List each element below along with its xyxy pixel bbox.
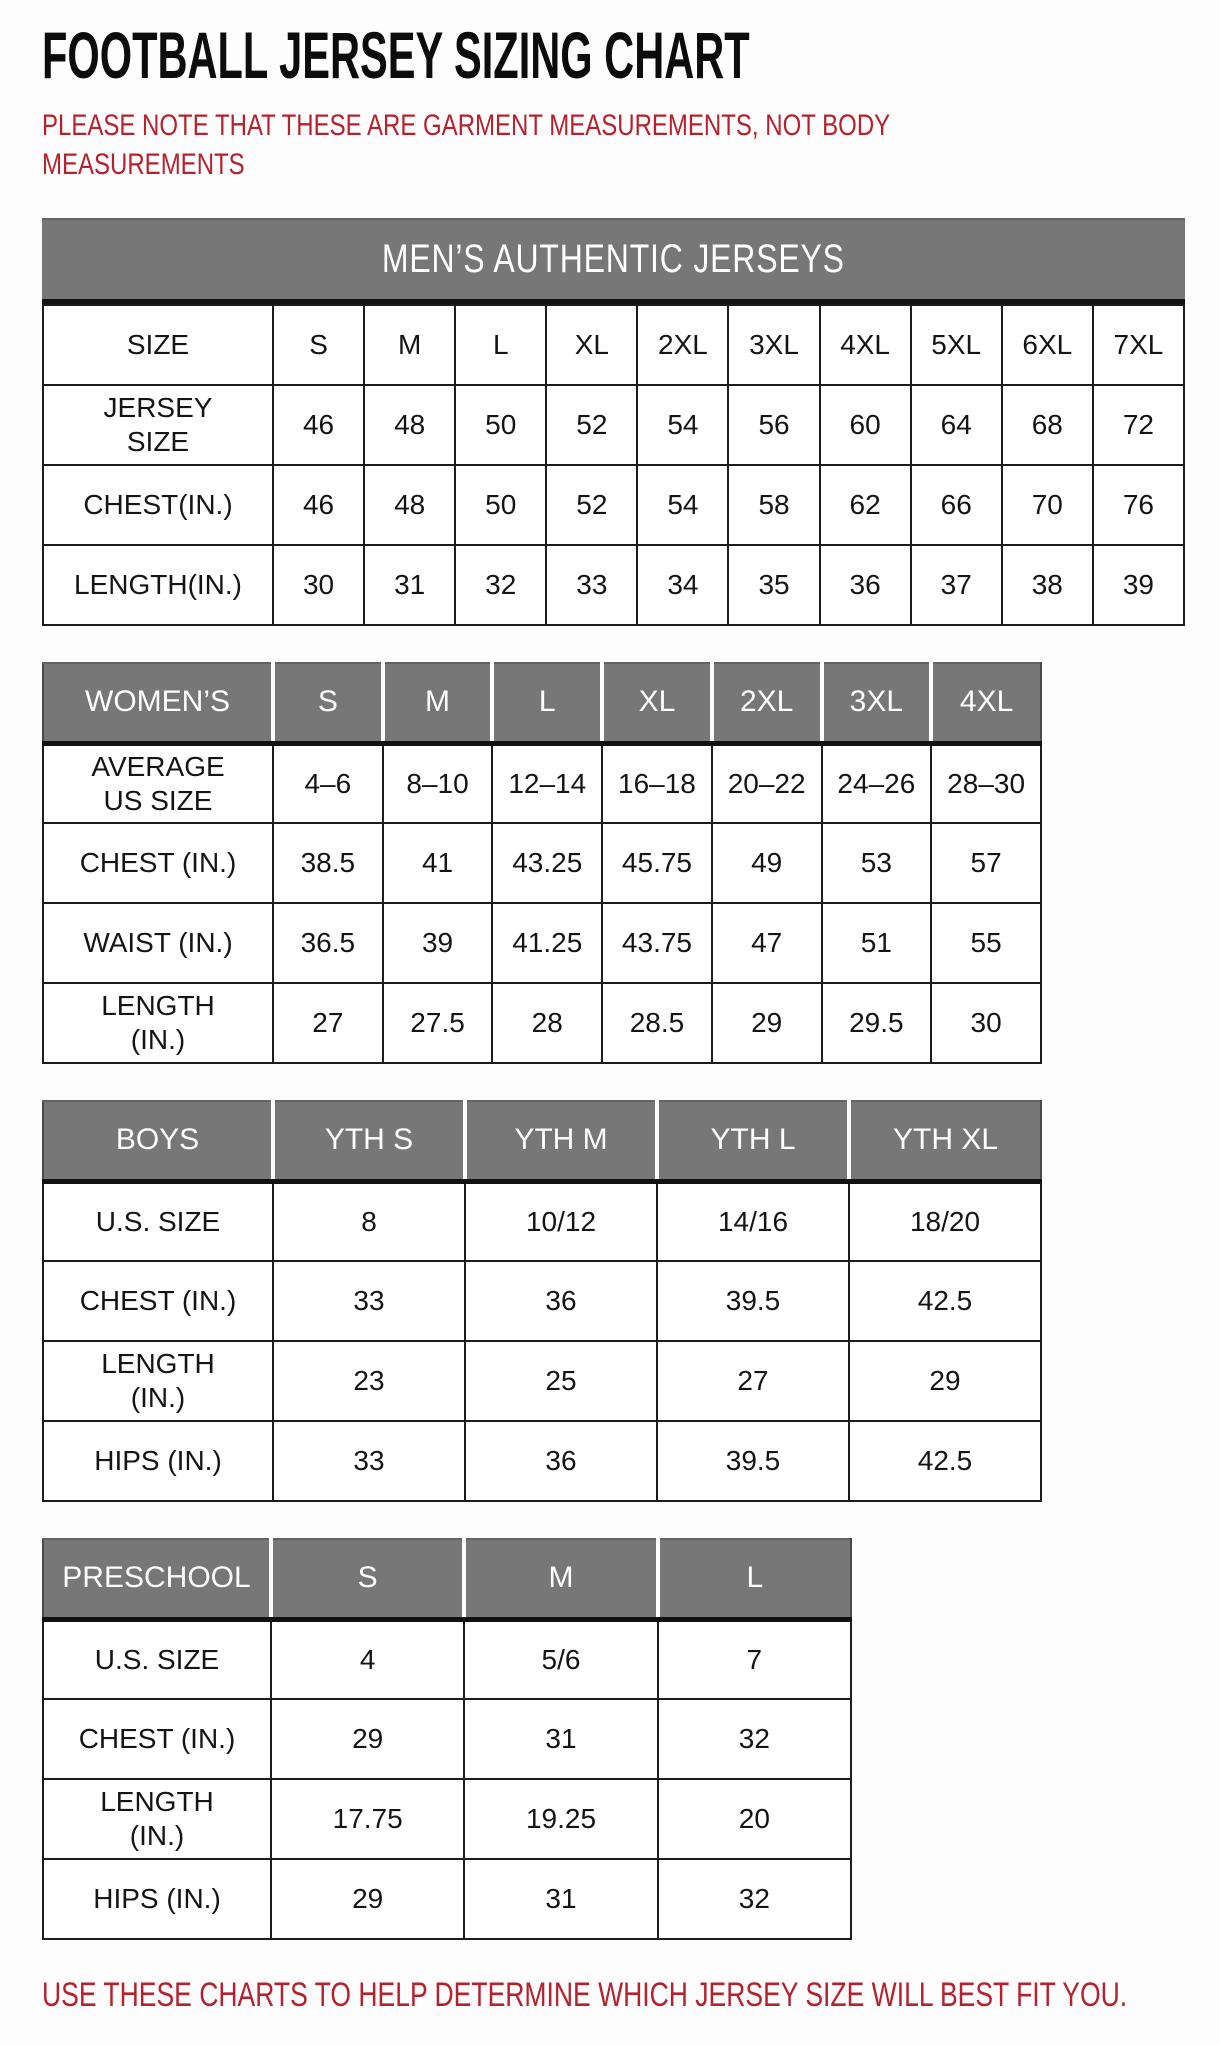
womens-size-cell <box>273 903 383 983</box>
mens-column-header-text: 7XL <box>1113 328 1164 360</box>
boys-column-header-text: YTH XL <box>892 1123 999 1157</box>
boys-size-cell-text: 36 <box>545 1444 577 1476</box>
womens-column-header <box>822 663 932 743</box>
mens-size-cell <box>911 385 1002 465</box>
preschool-row-label <box>43 1779 271 1859</box>
mens-size-cell <box>820 545 911 625</box>
boys-size-cell <box>465 1341 657 1421</box>
womens-size-cell <box>822 983 932 1063</box>
mens-size-cell-text: 50 <box>485 408 517 440</box>
womens-size-cell <box>273 983 383 1063</box>
womens-size-cell-text: 45.75 <box>621 846 692 878</box>
womens-table-row <box>43 823 1041 903</box>
mens-size-cell <box>546 385 637 465</box>
womens-size-cell-text: 4–6 <box>304 767 352 799</box>
womens-size-cell <box>602 903 712 983</box>
mens-size-cell <box>273 465 364 545</box>
mens-size-cell <box>637 385 728 465</box>
mens-row-label-text: JERSEY SIZE <box>103 391 213 457</box>
preschool-header-label <box>43 1539 271 1619</box>
womens-column-header <box>273 663 383 743</box>
boys-column-header <box>849 1101 1041 1181</box>
boys-size-cell <box>657 1181 849 1261</box>
womens-size-cell <box>492 983 602 1063</box>
preschool-row-label <box>43 1619 271 1699</box>
boys-size-cell-text: 8 <box>361 1205 377 1237</box>
mens-column-header <box>273 305 364 385</box>
boys-row-label <box>43 1181 273 1261</box>
mens-size-cell-text: 72 <box>1122 408 1154 440</box>
womens-size-cell <box>712 743 822 823</box>
womens-size-cell-text: 27.5 <box>410 1006 465 1038</box>
womens-size-cell <box>383 903 493 983</box>
boys-header-label-text: BOYS <box>115 1123 200 1157</box>
mens-size-cell-text: 30 <box>302 568 335 600</box>
womens-column-header <box>931 663 1041 743</box>
mens-column-header-text: L <box>492 328 509 360</box>
womens-size-cell <box>383 983 493 1063</box>
boys-column-header <box>273 1101 465 1181</box>
womens-row-label <box>43 823 273 903</box>
preschool-size-cell <box>271 1619 464 1699</box>
womens-size-cell <box>602 823 712 903</box>
mens-table-row <box>43 545 1184 625</box>
mens-column-header <box>1093 305 1184 385</box>
mens-size-cell <box>637 545 728 625</box>
mens-size-cell <box>1093 465 1184 545</box>
womens-column-header <box>383 663 493 743</box>
mens-size-cell-text: 31 <box>394 568 426 600</box>
preschool-size-cell <box>464 1699 657 1779</box>
womens-row-label-text: AVERAGE US SIZE <box>91 750 225 816</box>
preschool-size-cell <box>658 1699 851 1779</box>
mens-row-label <box>43 465 273 545</box>
preschool-size-cell-text: 32 <box>738 1722 770 1754</box>
mens-size-cell <box>364 545 455 625</box>
womens-size-cell <box>931 983 1041 1063</box>
womens-size-cell <box>492 743 602 823</box>
mens-column-header <box>911 305 1002 385</box>
mens-size-cell-text: 48 <box>394 408 426 440</box>
mens-column-header-text: 5XL <box>931 328 982 360</box>
womens-table-section <box>42 662 1220 1064</box>
womens-size-cell <box>273 743 383 823</box>
boys-size-cell-text: 42.5 <box>917 1284 973 1316</box>
womens-size-cell-text: 41 <box>421 846 454 878</box>
womens-row-label-text: LENGTH (IN.) <box>101 989 215 1055</box>
womens-size-cell-text: 28 <box>531 1006 563 1038</box>
preschool-column-header <box>658 1539 851 1619</box>
mens-column-header-text: 4XL <box>840 328 891 360</box>
mens-size-cell-text: 60 <box>849 408 881 440</box>
mens-size-cell-text: 54 <box>667 408 699 440</box>
mens-size-cell-text: 32 <box>485 568 517 600</box>
womens-column-header-text: S <box>317 685 338 719</box>
mens-size-cell-text: 50 <box>485 488 517 520</box>
preschool-size-cell <box>658 1859 851 1939</box>
boys-table-row <box>43 1181 1041 1261</box>
mens-table-section <box>42 218 1220 626</box>
mens-column-header <box>364 305 455 385</box>
womens-header-label-text: WOMEN’S <box>85 685 230 719</box>
mens-size-cell <box>455 465 546 545</box>
mens-size-cell-text: 68 <box>1031 408 1063 440</box>
mens-column-header-text: M <box>397 328 422 360</box>
footer-note: USE THESE CHARTS TO HELP DETERMINE WHICH JERSEY SIZE WILL BEST FIT YOU. <box>42 1976 1128 2014</box>
page-title <box>42 18 1220 92</box>
mens-size-cell-text: 34 <box>667 568 699 600</box>
mens-size-cell-text: 46 <box>302 408 335 440</box>
mens-row-label-text: LENGTH(IN.) <box>74 568 242 600</box>
mens-size-cell <box>820 385 911 465</box>
mens-column-header <box>546 305 637 385</box>
preschool-size-cell <box>271 1699 464 1779</box>
boys-size-cell-text: 39.5 <box>725 1284 781 1316</box>
boys-column-header-text: YTH M <box>514 1123 608 1157</box>
boys-row-label <box>43 1261 273 1341</box>
womens-size-cell-text: 20–22 <box>727 767 806 799</box>
mens-size-cell-text: 58 <box>758 488 790 520</box>
tables-container <box>42 218 1220 1940</box>
preschool-table-row <box>43 1699 851 1779</box>
mens-size-cell <box>273 545 364 625</box>
womens-size-cell <box>383 743 493 823</box>
preschool-size-cell-text: 29 <box>352 1722 384 1754</box>
preschool-size-cell <box>464 1859 657 1939</box>
boys-header-row <box>43 1101 1041 1181</box>
mens-column-header <box>728 305 819 385</box>
preschool-column-header <box>464 1539 657 1619</box>
womens-size-cell <box>712 903 822 983</box>
boys-table-row <box>43 1261 1041 1341</box>
mens-size-cell-text: 76 <box>1122 488 1154 520</box>
womens-size-cell-text: 39 <box>421 926 454 958</box>
preschool-size-cell <box>464 1779 657 1859</box>
preschool-size-cell <box>464 1619 657 1699</box>
boys-size-cell <box>657 1261 849 1341</box>
boys-table-row <box>43 1421 1041 1501</box>
mens-column-header <box>637 305 728 385</box>
womens-size-cell-text: 29 <box>751 1006 783 1038</box>
womens-size-cell-text: 53 <box>860 846 892 878</box>
womens-row-label-text: CHEST (IN.) <box>79 846 237 878</box>
mens-size-cell <box>728 385 819 465</box>
mens-column-header-text: S <box>309 328 328 360</box>
mens-column-header-text: 2XL <box>658 328 708 360</box>
womens-size-cell <box>931 823 1041 903</box>
preschool-size-cell-text: 31 <box>545 1722 577 1754</box>
mens-size-cell-text: 56 <box>758 408 790 440</box>
womens-size-cell-text: 24–26 <box>837 767 916 799</box>
mens-size-cell <box>546 465 637 545</box>
womens-row-label-text: WAIST (IN.) <box>83 926 233 958</box>
womens-column-header-text: XL <box>638 685 676 719</box>
boys-size-cell-text: 36 <box>545 1284 577 1316</box>
mens-size-cell-text: 35 <box>758 568 790 600</box>
womens-size-cell-text: 27 <box>312 1006 344 1038</box>
mens-size-cell <box>728 465 819 545</box>
mens-banner-title: MEN’S AUTHENTIC JERSEYS <box>382 237 845 281</box>
boys-row-label <box>43 1421 273 1501</box>
womens-size-cell-text: 38.5 <box>300 846 356 878</box>
mens-column-header-text: XL <box>574 328 609 360</box>
womens-column-header-text: 3XL <box>849 685 904 719</box>
boys-size-cell <box>849 1421 1041 1501</box>
preschool-size-cell-text: 17.75 <box>332 1802 403 1834</box>
womens-size-cell <box>492 823 602 903</box>
womens-row-label <box>43 903 273 983</box>
womens-table-row <box>43 743 1041 823</box>
womens-size-cell <box>712 983 822 1063</box>
womens-size-cell-text: 30 <box>970 1006 1002 1038</box>
preschool-size-cell <box>271 1779 464 1859</box>
mens-row-label <box>43 385 273 465</box>
preschool-header-label-text: PRESCHOOL <box>62 1561 251 1595</box>
boys-table-row <box>43 1341 1041 1421</box>
boys-size-cell-text: 23 <box>353 1364 385 1396</box>
womens-size-cell-text: 43.75 <box>621 926 692 958</box>
preschool-size-cell-text: 29 <box>352 1882 384 1914</box>
mens-column-header-text: 3XL <box>749 328 799 360</box>
womens-size-cell-text: 8–10 <box>406 767 469 799</box>
preschool-table-row <box>43 1859 851 1939</box>
mens-table-row <box>43 385 1184 465</box>
womens-size-cell-text: 47 <box>751 926 783 958</box>
mens-size-cell-text: 46 <box>302 488 335 520</box>
boys-size-cell-text: 10/12 <box>525 1205 597 1237</box>
boys-size-cell-text: 25 <box>545 1364 577 1396</box>
boys-size-cell <box>273 1421 465 1501</box>
womens-column-header-text: M <box>425 685 451 719</box>
preschool-row-label-text: HIPS (IN.) <box>93 1882 221 1914</box>
mens-size-table <box>42 304 1185 626</box>
preschool-column-header <box>271 1539 464 1619</box>
preschool-size-cell-text: 5/6 <box>541 1643 581 1675</box>
mens-size-cell <box>911 545 1002 625</box>
mens-size-cell <box>1002 545 1093 625</box>
mens-size-cell-text: 52 <box>576 488 608 520</box>
mens-column-header <box>820 305 911 385</box>
mens-size-cell <box>911 465 1002 545</box>
boys-column-header <box>657 1101 849 1181</box>
boys-row-label <box>43 1341 273 1421</box>
preschool-size-cell-text: 32 <box>738 1882 770 1914</box>
preschool-size-table <box>42 1538 852 1940</box>
preschool-column-header-text: L <box>746 1561 764 1595</box>
womens-size-table <box>42 662 1042 1064</box>
boys-size-cell <box>465 1181 657 1261</box>
preschool-row-label <box>43 1859 271 1939</box>
boys-size-cell <box>273 1181 465 1261</box>
boys-column-header-text: YTH S <box>324 1123 414 1157</box>
womens-size-cell <box>822 903 932 983</box>
womens-size-cell <box>712 823 822 903</box>
mens-size-cell <box>364 385 455 465</box>
preschool-size-cell <box>658 1619 851 1699</box>
boys-size-cell <box>465 1421 657 1501</box>
boys-size-cell <box>465 1261 657 1341</box>
mens-row-label-text: CHEST(IN.) <box>83 488 233 520</box>
womens-size-cell-text: 12–14 <box>508 767 587 799</box>
boys-size-cell-text: 18/20 <box>909 1205 981 1237</box>
mens-size-cell <box>1093 385 1184 465</box>
preschool-size-cell <box>271 1859 464 1939</box>
boys-size-cell <box>273 1341 465 1421</box>
preschool-header-row <box>43 1539 851 1619</box>
boys-size-cell <box>849 1341 1041 1421</box>
boys-column-header <box>465 1101 657 1181</box>
womens-size-cell <box>602 743 712 823</box>
mens-size-cell <box>455 385 546 465</box>
preschool-row-label-text: CHEST (IN.) <box>78 1722 236 1754</box>
mens-banner <box>42 218 1185 304</box>
mens-size-cell <box>820 465 911 545</box>
womens-table-row <box>43 983 1041 1063</box>
boys-size-cell-text: 33 <box>353 1444 385 1476</box>
boys-column-header-text: YTH L <box>710 1123 796 1157</box>
womens-size-cell-text: 49 <box>751 846 783 878</box>
boys-size-cell <box>273 1261 465 1341</box>
mens-size-cell-text: 62 <box>849 488 881 520</box>
boys-size-cell <box>849 1261 1041 1341</box>
womens-size-cell-text: 55 <box>970 926 1002 958</box>
mens-header-label-text: SIZE <box>126 328 190 360</box>
boys-row-label-text: U.S. SIZE <box>95 1205 221 1237</box>
womens-row-label <box>43 983 273 1063</box>
mens-size-cell <box>728 545 819 625</box>
boys-header-label <box>43 1101 273 1181</box>
womens-size-cell-text: 36.5 <box>300 926 356 958</box>
mens-header-row <box>43 305 1184 385</box>
mens-size-cell <box>1002 385 1093 465</box>
womens-size-cell <box>822 743 932 823</box>
mens-size-cell <box>546 545 637 625</box>
boys-size-cell-text: 39.5 <box>725 1444 781 1476</box>
mens-row-label <box>43 545 273 625</box>
boys-size-cell <box>657 1341 849 1421</box>
preschool-row-label-text: LENGTH (IN.) <box>100 1785 214 1851</box>
womens-column-header <box>602 663 712 743</box>
womens-size-cell <box>383 823 493 903</box>
mens-size-cell-text: 54 <box>667 488 699 520</box>
womens-size-cell <box>822 823 932 903</box>
preschool-table-row <box>43 1779 851 1859</box>
mens-size-cell <box>364 465 455 545</box>
womens-header-row <box>43 663 1041 743</box>
mens-table-row <box>43 465 1184 545</box>
womens-size-cell <box>492 903 602 983</box>
womens-size-cell <box>931 903 1041 983</box>
womens-size-cell-text: 41.25 <box>512 926 583 958</box>
boys-table-section <box>42 1100 1220 1502</box>
boys-size-cell-text: 42.5 <box>917 1444 973 1476</box>
womens-size-cell-text: 28–30 <box>947 767 1026 799</box>
garment-measurement-note: PLEASE NOTE THAT THESE ARE GARMENT MEASUREMENTS, NOT BODY MEASUREMENTS <box>42 109 890 181</box>
mens-size-cell-text: 64 <box>940 408 972 440</box>
mens-size-cell-text: 33 <box>576 568 608 600</box>
womens-size-cell-text: 57 <box>970 846 1002 878</box>
boys-size-cell-text: 27 <box>737 1364 769 1396</box>
preschool-table-row <box>43 1619 851 1699</box>
womens-size-cell-text: 51 <box>860 926 892 958</box>
preschool-size-cell <box>658 1779 851 1859</box>
womens-column-header-text: 2XL <box>739 685 794 719</box>
boys-size-cell-text: 33 <box>353 1284 385 1316</box>
womens-size-cell-text: 29.5 <box>849 1006 904 1038</box>
preschool-size-cell-text: 20 <box>738 1802 770 1834</box>
mens-size-cell-text: 38 <box>1031 568 1063 600</box>
mens-size-cell-text: 37 <box>940 568 972 600</box>
boys-row-label-text: HIPS (IN.) <box>94 1444 222 1476</box>
boys-size-cell-text: 29 <box>929 1364 961 1396</box>
boys-size-cell <box>849 1181 1041 1261</box>
boys-size-table <box>42 1100 1042 1502</box>
mens-column-header <box>1002 305 1093 385</box>
mens-size-cell-text: 66 <box>940 488 972 520</box>
boys-row-label-text: CHEST (IN.) <box>79 1284 237 1316</box>
mens-header-label <box>43 305 273 385</box>
preschool-size-cell-text: 19.25 <box>525 1802 597 1834</box>
preschool-column-header-text: M <box>548 1561 574 1595</box>
mens-column-header-text: 6XL <box>1022 328 1073 360</box>
mens-size-cell-text: 39 <box>1122 568 1154 600</box>
preschool-size-cell-text: 7 <box>746 1643 763 1675</box>
preschool-column-header-text: S <box>357 1561 378 1595</box>
preschool-table-section <box>42 1538 1220 1940</box>
womens-table-row <box>43 903 1041 983</box>
womens-row-label <box>43 743 273 823</box>
womens-size-cell <box>931 743 1041 823</box>
womens-size-cell-text: 28.5 <box>629 1006 685 1038</box>
womens-column-header-text: 4XL <box>959 685 1014 719</box>
preschool-row-label-text: U.S. SIZE <box>94 1643 220 1675</box>
mens-size-cell-text: 52 <box>576 408 608 440</box>
mens-size-cell <box>637 465 728 545</box>
mens-column-header <box>455 305 546 385</box>
womens-header-label <box>43 663 273 743</box>
mens-size-cell-text: 36 <box>849 568 881 600</box>
mens-size-cell <box>1093 545 1184 625</box>
mens-size-cell-text: 48 <box>394 488 426 520</box>
boys-size-cell <box>657 1421 849 1501</box>
mens-size-cell <box>1002 465 1093 545</box>
womens-size-cell-text: 43.25 <box>512 846 583 878</box>
mens-size-cell <box>273 385 364 465</box>
mens-size-cell-text: 70 <box>1031 488 1063 520</box>
womens-size-cell <box>602 983 712 1063</box>
preschool-size-cell-text: 31 <box>545 1882 577 1914</box>
boys-size-cell-text: 14/16 <box>717 1205 789 1237</box>
mens-size-cell <box>455 545 546 625</box>
womens-column-header-text: L <box>538 685 556 719</box>
womens-size-cell-text: 16–18 <box>618 767 696 799</box>
page-title-text: FOOTBALL JERSEY SIZING CHART <box>42 18 750 92</box>
preschool-size-cell-text: 4 <box>359 1643 376 1675</box>
womens-size-cell <box>273 823 383 903</box>
womens-column-header <box>492 663 602 743</box>
preschool-row-label <box>43 1699 271 1779</box>
boys-row-label-text: LENGTH (IN.) <box>101 1347 215 1413</box>
womens-column-header <box>712 663 822 743</box>
